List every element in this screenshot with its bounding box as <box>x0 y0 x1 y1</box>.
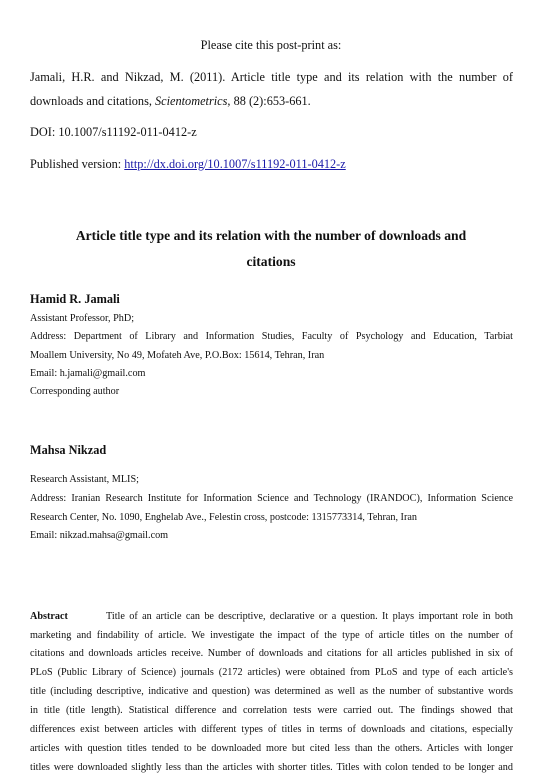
doi: DOI: 10.1007/s11192-011-0412-z <box>30 125 197 139</box>
citation-suffix: , 88 (2):653-661. <box>227 94 311 108</box>
author2-name: Mahsa Nikzad <box>30 443 107 457</box>
abstract-line-9: titles were downloaded slightly less than the articles with shorter titles. Titles with colon tended to be longer and <box>30 762 513 773</box>
cite-notice: Please cite this post-print as: <box>200 38 342 52</box>
abstract-line-4: PLoS (Public Library of Science) journals (2172 articles) were obtained from PLoS and type of each article's <box>30 667 513 678</box>
abstract-line-3: citations and downloads articles receive. Number of downloads and citations for all articles published in six of <box>30 648 513 659</box>
published-version <box>30 157 346 172</box>
citation-line-1: Jamali, H.R. and Nikzad, M. (2011). Article title type and its relation with the number of <box>30 70 513 84</box>
author1-note: Corresponding author <box>30 386 120 397</box>
abstract-label: Abstract <box>30 611 68 622</box>
published-label: Published version: <box>30 157 122 171</box>
abstract-line-8: articles with question titles tended to be downloaded more but cited less than the others. Articles with longer <box>30 743 513 754</box>
author1-address-line-1: Address: Department of Library and Information Studies, Faculty of Psychology and Education, Tarbiat <box>30 331 513 342</box>
abstract-line-5: title (including descriptive, indicative and question) was determined as well as the number of substantive words <box>30 686 513 697</box>
author1-address-line-2: Moallem University, No 49, Mofateh Ave, P.O.Box: 15614, Tehran, Iran <box>30 350 325 361</box>
citation-prefix: downloads and citations, <box>30 94 152 108</box>
paper-title-line-2: citations <box>246 254 296 269</box>
author2-email: Email: nikzad.mahsa@gmail.com <box>30 530 169 541</box>
paper-title-line-1: Article title type and its relation with the number of downloads and <box>75 228 467 243</box>
citation-journal: Scientometrics <box>155 94 228 108</box>
published-url-link[interactable]: http://dx.doi.org/10.1007/s11192-011-0412-z <box>124 157 346 171</box>
author1-email: Email: h.jamali@gmail.com <box>30 368 146 379</box>
abstract-line-1: Title of an article can be descriptive, declarative or a question. It plays important role in both <box>106 611 513 622</box>
abstract-line-2: marketing and findability of article. We investigate the impact of the type of article titles on the number of <box>30 630 513 641</box>
citation-line-2 <box>30 94 311 109</box>
author2-address-line-2: Research Center, No. 1090, Enghelab Ave., Felestin cross, postcode: 1315773314, Tehran, Iran <box>30 512 417 523</box>
abstract-line-6: in title (title length). Statistical difference and correlation tests were carried out. The findings showed that <box>30 705 513 716</box>
author2-address-line-1: Address: Iranian Research Institute for Information Science and Technology (IRANDOC), Information Science <box>30 493 513 504</box>
author1-name: Hamid R. Jamali <box>30 292 120 306</box>
abstract-line-7: differences exist between articles with different types of titles in terms of downloads and citations, especially <box>30 724 513 735</box>
author2-position: Research Assistant, MLIS; <box>30 474 139 485</box>
author1-position: Assistant Professor, PhD; <box>30 313 135 324</box>
